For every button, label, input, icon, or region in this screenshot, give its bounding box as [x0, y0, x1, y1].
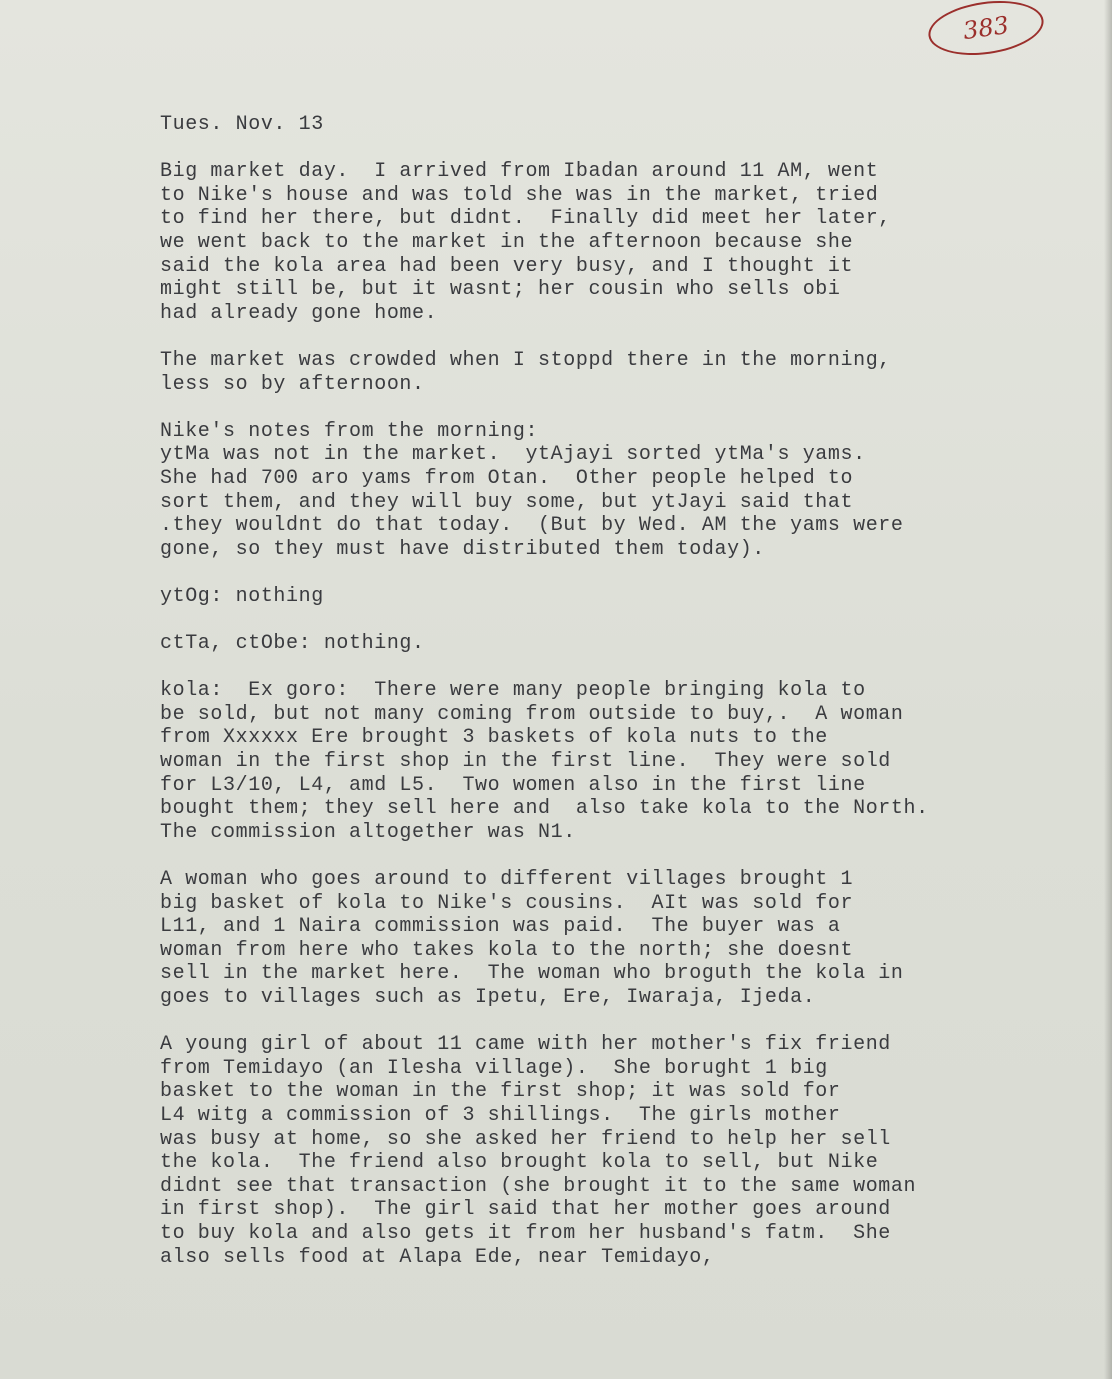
text-line: woman from here who takes kola to the north; she doesnt — [160, 938, 854, 962]
text-line: might still be, but it wasnt; her cousin who sells obi — [160, 278, 841, 302]
paragraph-gap — [160, 325, 1060, 349]
paragraph-gap — [160, 396, 1060, 420]
text-line: kola: Ex goro: There were many people bringing kola to — [160, 679, 866, 703]
paragraphs-container — [160, 160, 1060, 1269]
text-line: Big market day. I arrived from Ibadan around 11 AM, went — [160, 160, 879, 184]
text-line: .they wouldnt do that today. (But by Wed. AM the yams were — [160, 514, 904, 538]
text-line: less so by afternoon. — [160, 372, 425, 396]
typed-text-block — [160, 113, 1060, 1269]
text-line: be sold, but not many coming from outside to buy,. A woman — [160, 702, 904, 726]
paragraph-gap — [160, 608, 1060, 632]
text-line: woman in the first shop in the first line. They were sold — [160, 750, 891, 774]
paragraph — [160, 349, 1060, 396]
text-line: from Temidayo (an Ilesha village). She borught 1 big — [160, 1056, 828, 1080]
text-line: A young girl of about 11 came with her mother's fix friend — [160, 1033, 891, 1057]
text-line: in first shop). The girl said that her mother goes around — [160, 1198, 891, 1222]
text-line: to find her there, but didnt. Finally did meet her later, — [160, 207, 891, 231]
paragraph — [160, 420, 1060, 562]
paragraph — [160, 585, 1060, 609]
text-line: big basket of kola to Nike's cousins. AIt was sold for — [160, 891, 854, 915]
text-line: was busy at home, so she asked her friend to help her sell — [160, 1127, 891, 1151]
paragraph-gap — [160, 1010, 1060, 1034]
text-line: didnt see that transaction (she brought it to the same woman — [160, 1174, 917, 1198]
text-line: L4 witg a commission of 3 shillings. The girls mother — [160, 1103, 841, 1127]
text-line: bought them; they sell here and also take kola to the North. — [160, 797, 929, 821]
text-line: sort them, and they will buy some, but ytJayi said that — [160, 490, 854, 514]
page-number-circle: 383 — [925, 0, 1047, 62]
text-line: The commission altogether was N1. — [160, 820, 576, 844]
paragraph — [160, 679, 1060, 844]
text-line: ytMa was not in the market. ytAjayi sorted ytMa's yams. — [160, 443, 866, 467]
text-line: Nike's notes from the morning: — [160, 419, 539, 443]
page-edge-shadow — [1104, 0, 1112, 1379]
text-line: we went back to the market in the afternoon because she — [160, 230, 854, 254]
text-line: basket to the woman in the first shop; it was sold for — [160, 1080, 841, 1104]
text-line: to Nike's house and was told she was in the market, tried — [160, 183, 879, 207]
text-line: She had 700 aro yams from Otan. Other people helped to — [160, 466, 854, 490]
paragraph — [160, 160, 1060, 325]
text-line: had already gone home. — [160, 301, 438, 325]
paragraph — [160, 1033, 1060, 1269]
text-line: goes to villages such as Ipetu, Ere, Iwaraja, Ijeda. — [160, 985, 816, 1009]
text-line: sell in the market here. The woman who broguth the kola in — [160, 962, 904, 986]
paragraph — [160, 868, 1060, 1010]
text-line: for L3/10, L4, amd L5. Two women also in the first line — [160, 773, 866, 797]
text-line: ytOg: nothing — [160, 584, 324, 608]
text-line: the kola. The friend also brought kola to sell, but Nike — [160, 1151, 879, 1175]
text-line: The market was crowded when I stoppd there in the morning, — [160, 348, 891, 372]
paragraph — [160, 632, 1060, 656]
paragraph-gap — [160, 844, 1060, 868]
text-line: to buy kola and also gets it from her husband's fatm. She — [160, 1221, 891, 1245]
text-line: A woman who goes around to different villages brought 1 — [160, 868, 854, 891]
paragraph-gap — [160, 561, 1060, 585]
text-line: from Xxxxxx Ere brought 3 baskets of kola nuts to the — [160, 726, 828, 750]
text-line: also sells food at Alapa Ede, near Temidayo, — [160, 1245, 715, 1269]
text-line: ctTa, ctObe: nothing. — [160, 632, 425, 656]
text-line: said the kola area had been very busy, and I thought it — [160, 254, 854, 278]
date-heading: Tues. Nov. 13 — [160, 113, 324, 136]
text-line: L11, and 1 Naira commission was paid. The buyer was a — [160, 915, 841, 939]
text-line: gone, so they must have distributed them today). — [160, 537, 765, 561]
paragraph-gap — [160, 656, 1060, 680]
